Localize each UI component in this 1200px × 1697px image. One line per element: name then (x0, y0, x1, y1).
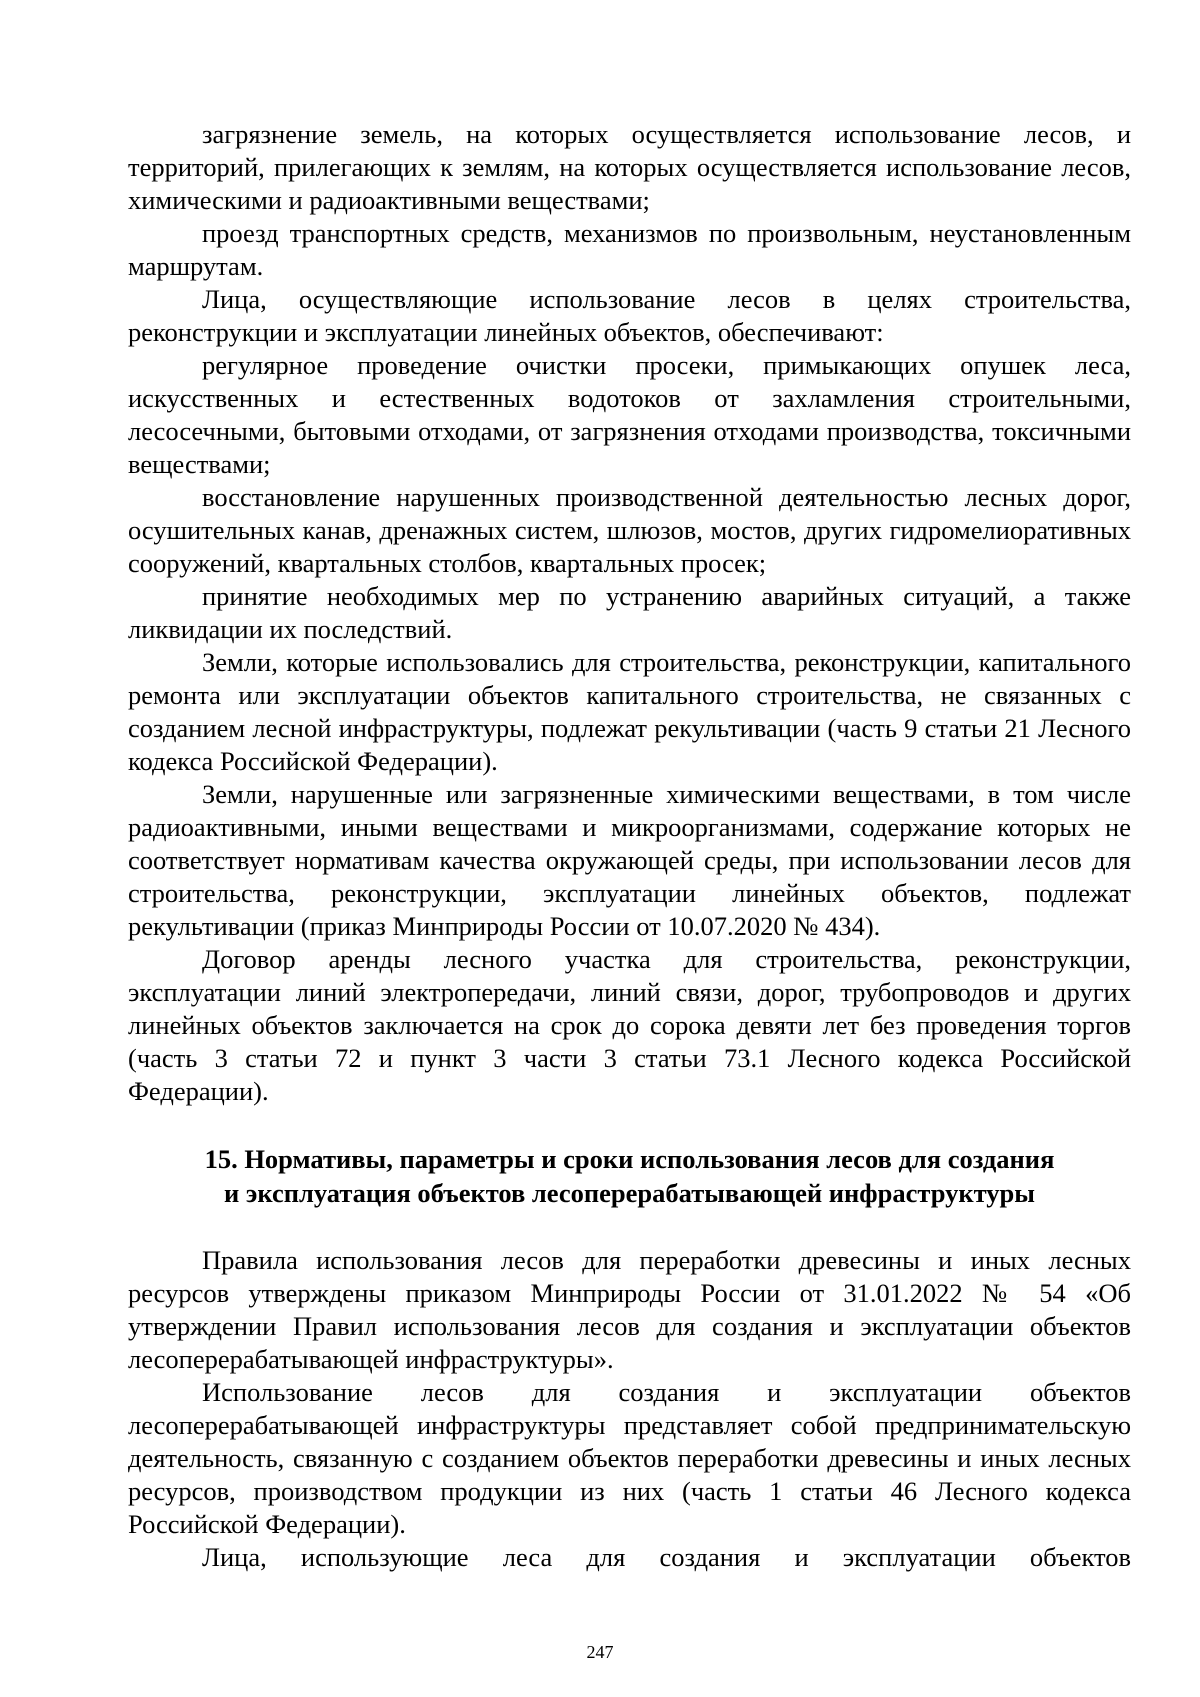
paragraph-persons-provide: Лица, осуществляющие использование лесов в целях строительства, реконструкции и эксплуатации линейных объектов, обеспечивают: (128, 284, 1131, 347)
paragraph-lease-agreement: Договор аренды лесного участка для строительства, реконструкции, эксплуатации линий электропередачи, линий связи, дорог, трубопроводов и других линейных объектов заключается на срок до сорока девяти лет без проведения торгов (часть 3 статьи 72 и пункт 3 части 3 статьи 73.1 Лесного кодекса Российской Федерации). (128, 944, 1131, 1106)
section-heading-line1: 15. Нормативы, параметры и сроки использования лесов для создания (204, 1144, 1055, 1174)
paragraph-emergency-measures: принятие необходимых мер по устранению аварийных ситуаций, а также ликвидации их последствий. (128, 581, 1131, 644)
page-number: 247 (586, 1642, 614, 1662)
section-heading-line2: и эксплуатация объектов лесоперерабатывающей инфраструктуры (224, 1178, 1035, 1208)
paragraph-contaminated-lands: Земли, нарушенные или загрязненные химическими веществами, в том числе радиоактивными, иными веществами и микроорганизмами, содержание которых не соответствует нормативам качества окружающей среды, при использовании лесов для строительства, реконструкции, эксплуатации линейных объектов, подлежат рекультивации (приказ Минприроды России от 10.07.2020 № 434). (128, 779, 1131, 941)
paragraph-persons-using: Лица, использующие леса для создания и эксплуатации объектов (202, 1542, 1131, 1572)
paragraph-processing-rules: Правила использования лесов для переработки древесины и иных лесных ресурсов утверждены приказом Минприроды России от 31.01.2022 № 54 «Об утверждении Правил использования лесов для создания и эксплуатации объектов лесоперерабатывающей инфраструктуры». (128, 1245, 1131, 1374)
paragraph-restoration: восстановление нарушенных производственной деятельностью лесных дорог, осушительных канав, дренажных систем, шлюзов, мостов, других гидромелиоративных сооружений, квартальных столбов, квартальных просек; (128, 482, 1131, 578)
section-heading (128, 1142, 1131, 1210)
paragraph-land-pollution: загрязнение земель, на которых осуществляется использование лесов, и территорий, прилегающих к землям, на которых осуществляется использование лесов, химическими и радиоактивными веществами; (128, 119, 1131, 215)
paragraph-regular-cleaning: регулярное проведение очистки просеки, примыкающих опушек леса, искусственных и естественных водотоков от захламления строительными, лесосечными, бытовыми отходами, от загрязнения отходами производства, токсичными веществами; (128, 350, 1131, 479)
paragraph-vehicle-passage: проезд транспортных средств, механизмов по произвольным, неустановленным маршрутам. (128, 218, 1131, 281)
paragraph-land-reclamation: Земли, которые использовались для строительства, реконструкции, капитального ремонта или эксплуатации объектов капитального строительства, не связанных с созданием лесной инфраструктуры, подлежат рекультивации (часть 9 статьи 21 Лесного кодекса Российской Федерации). (128, 647, 1131, 776)
paragraph-business-activity: Использование лесов для создания и эксплуатации объектов лесоперерабатывающей инфраструктуры представляет собой предпринимательскую деятельность, связанную с созданием объектов переработки древесины и иных лесных ресурсов, производством продукции из них (часть 1 статьи 46 Лесного кодекса Российской Федерации). (128, 1377, 1131, 1539)
document-page (128, 118, 1131, 1574)
